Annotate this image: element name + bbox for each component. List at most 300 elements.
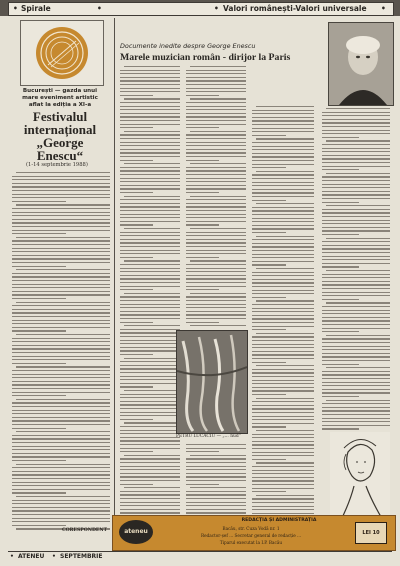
text-line bbox=[12, 489, 110, 490]
text-line bbox=[120, 210, 180, 211]
text-line bbox=[186, 322, 219, 323]
text-line bbox=[120, 304, 180, 305]
text-line bbox=[322, 155, 390, 156]
text-line bbox=[120, 368, 180, 369]
imprint-line-1: Bacău, str. Cuza Vodă nr. 1 bbox=[222, 526, 280, 531]
text-line bbox=[326, 108, 390, 109]
text-line bbox=[256, 203, 314, 204]
text-line bbox=[322, 414, 390, 415]
text-line bbox=[256, 171, 314, 172]
text-line bbox=[186, 80, 246, 81]
article-col-2 bbox=[186, 66, 246, 536]
text-line bbox=[120, 448, 180, 449]
artwork-icon bbox=[177, 331, 247, 433]
text-line bbox=[12, 280, 110, 281]
text-line bbox=[252, 196, 314, 197]
text-line bbox=[120, 476, 180, 477]
article-col-1 bbox=[120, 66, 180, 536]
text-line bbox=[190, 455, 246, 456]
text-line bbox=[322, 227, 390, 228]
text-line bbox=[120, 174, 180, 175]
text-line bbox=[120, 462, 180, 463]
sidebar-emblem-box bbox=[20, 20, 104, 86]
text-line bbox=[186, 156, 246, 157]
text-line bbox=[120, 484, 153, 485]
text-line bbox=[12, 359, 110, 360]
text-line bbox=[252, 221, 314, 222]
text-line bbox=[256, 398, 314, 399]
text-line bbox=[252, 178, 314, 179]
text-line bbox=[322, 346, 390, 347]
text-line bbox=[322, 176, 390, 177]
text-line bbox=[16, 269, 110, 270]
text-line bbox=[252, 160, 314, 161]
text-line bbox=[252, 369, 314, 370]
text-line bbox=[12, 395, 66, 396]
text-line bbox=[186, 275, 246, 276]
text-line bbox=[252, 272, 314, 273]
text-line bbox=[252, 394, 286, 395]
text-line bbox=[120, 239, 180, 240]
text-line bbox=[252, 466, 314, 467]
text-line bbox=[252, 214, 314, 215]
text-line bbox=[120, 156, 180, 157]
text-line bbox=[12, 226, 110, 227]
text-line bbox=[120, 451, 153, 452]
text-line bbox=[120, 134, 180, 135]
text-line bbox=[186, 210, 246, 211]
text-line bbox=[120, 379, 180, 380]
text-line bbox=[252, 434, 314, 435]
text-line bbox=[12, 525, 66, 526]
text-line bbox=[124, 358, 180, 359]
text-line bbox=[124, 487, 180, 488]
text-line bbox=[322, 328, 390, 329]
text-line bbox=[252, 200, 286, 201]
text-line bbox=[186, 188, 246, 189]
portrait-icon bbox=[329, 23, 393, 105]
text-line bbox=[186, 185, 246, 186]
text-line bbox=[322, 274, 390, 275]
text-line bbox=[252, 228, 314, 229]
text-line bbox=[12, 402, 110, 403]
text-line bbox=[12, 370, 110, 371]
text-line bbox=[12, 420, 110, 421]
text-line bbox=[12, 197, 110, 198]
text-line bbox=[252, 311, 314, 312]
text-line bbox=[120, 145, 180, 146]
text-line bbox=[186, 84, 246, 85]
text-line bbox=[186, 106, 246, 107]
text-line bbox=[12, 406, 110, 407]
text-line bbox=[322, 378, 390, 379]
text-line bbox=[190, 196, 246, 197]
text-line bbox=[120, 253, 180, 254]
text-line bbox=[322, 364, 359, 365]
sidebar-signature: CORESPONDENT bbox=[62, 528, 108, 533]
text-line bbox=[120, 365, 180, 366]
text-line bbox=[252, 275, 314, 276]
text-line bbox=[120, 289, 153, 290]
footer-date: SEPTEMBRIE bbox=[60, 553, 103, 560]
text-line bbox=[252, 390, 314, 391]
text-line bbox=[322, 119, 390, 120]
text-line bbox=[322, 396, 359, 397]
text-line bbox=[12, 381, 110, 382]
text-line bbox=[120, 116, 180, 117]
text-line bbox=[186, 502, 246, 503]
text-line bbox=[120, 120, 180, 121]
text-line bbox=[12, 291, 110, 292]
text-line bbox=[186, 282, 246, 283]
text-line bbox=[252, 376, 314, 377]
text-line bbox=[322, 324, 390, 325]
text-line bbox=[12, 442, 110, 443]
text-line bbox=[12, 474, 110, 475]
text-line bbox=[256, 106, 314, 107]
text-line bbox=[120, 347, 180, 348]
text-line bbox=[190, 293, 246, 294]
text-line bbox=[120, 466, 180, 467]
text-line bbox=[12, 348, 110, 349]
text-line bbox=[120, 440, 180, 441]
text-line bbox=[12, 208, 110, 209]
text-line bbox=[120, 185, 180, 186]
festival-title-line4: Enescu“ bbox=[36, 148, 84, 163]
text-line bbox=[120, 192, 153, 193]
text-line bbox=[120, 480, 180, 481]
text-line bbox=[252, 354, 314, 355]
text-line bbox=[252, 362, 286, 363]
price-stamp-text: LEI 10 bbox=[362, 530, 380, 536]
text-line bbox=[322, 288, 390, 289]
text-line bbox=[186, 250, 246, 251]
text-line bbox=[12, 510, 110, 511]
text-line bbox=[322, 198, 390, 199]
article-kicker: Documente inedite despre George Enescu bbox=[120, 42, 256, 50]
text-line bbox=[256, 462, 314, 463]
text-line bbox=[322, 371, 390, 372]
text-line bbox=[190, 163, 246, 164]
text-line bbox=[322, 374, 390, 375]
text-line bbox=[12, 330, 66, 331]
text-line bbox=[186, 466, 246, 467]
text-line bbox=[186, 476, 246, 477]
text-line bbox=[322, 126, 390, 127]
text-line bbox=[252, 124, 314, 125]
text-line bbox=[186, 235, 246, 236]
text-line bbox=[120, 394, 180, 395]
text-line bbox=[120, 80, 180, 81]
text-line bbox=[322, 266, 359, 267]
text-line bbox=[322, 212, 390, 213]
text-line bbox=[326, 270, 390, 271]
text-line bbox=[120, 469, 180, 470]
text-line bbox=[120, 329, 180, 330]
text-line bbox=[322, 317, 390, 318]
text-line bbox=[252, 210, 314, 211]
text-line bbox=[186, 278, 246, 279]
text-line bbox=[322, 158, 390, 159]
text-line bbox=[124, 131, 180, 132]
text-line bbox=[12, 478, 110, 479]
text-line bbox=[12, 255, 110, 256]
text-line bbox=[12, 276, 110, 277]
text-line bbox=[120, 311, 180, 312]
text-line bbox=[124, 390, 180, 391]
text-line bbox=[252, 358, 314, 359]
text-line bbox=[252, 423, 314, 424]
text-line bbox=[16, 334, 110, 335]
sketch-portrait-icon bbox=[330, 432, 390, 524]
text-line bbox=[124, 422, 180, 423]
text-line bbox=[120, 77, 180, 78]
text-line bbox=[12, 186, 110, 187]
text-line bbox=[12, 316, 110, 317]
text-line bbox=[120, 250, 180, 251]
text-line bbox=[322, 241, 390, 242]
text-line bbox=[124, 228, 180, 229]
text-line bbox=[120, 246, 180, 247]
text-line bbox=[120, 415, 180, 416]
text-line bbox=[252, 149, 314, 150]
text-line bbox=[12, 388, 110, 389]
text-line bbox=[252, 419, 314, 420]
text-line bbox=[120, 268, 180, 269]
text-line bbox=[186, 95, 219, 96]
text-line bbox=[256, 430, 314, 431]
text-line bbox=[120, 286, 180, 287]
text-line bbox=[252, 502, 314, 503]
sketch-drawing bbox=[330, 432, 390, 524]
text-line bbox=[322, 410, 390, 411]
text-line bbox=[252, 110, 314, 111]
text-line bbox=[120, 167, 180, 168]
text-line bbox=[186, 296, 246, 297]
text-line bbox=[120, 142, 180, 143]
text-line bbox=[186, 304, 246, 305]
header-inner bbox=[8, 2, 394, 16]
text-line bbox=[120, 430, 180, 431]
text-line bbox=[120, 433, 180, 434]
text-line bbox=[120, 437, 180, 438]
text-line bbox=[12, 240, 110, 241]
text-line bbox=[252, 120, 314, 121]
text-line bbox=[12, 384, 110, 385]
text-line bbox=[252, 131, 314, 132]
text-line bbox=[120, 296, 180, 297]
text-line bbox=[186, 271, 246, 272]
text-line bbox=[12, 320, 110, 321]
sidebar-promo: București — gazda unui mare eveniment artistic aflat la ediția a XI-a bbox=[22, 88, 98, 108]
text-line bbox=[322, 338, 390, 339]
text-line bbox=[124, 196, 180, 197]
text-line bbox=[120, 361, 180, 362]
text-line bbox=[186, 444, 246, 445]
text-line bbox=[120, 232, 180, 233]
text-line bbox=[12, 312, 110, 313]
text-line bbox=[186, 253, 246, 254]
text-line bbox=[120, 199, 180, 200]
text-line bbox=[120, 127, 153, 128]
text-line bbox=[12, 233, 66, 234]
header-left-bullet: • bbox=[13, 4, 18, 13]
text-line bbox=[120, 102, 180, 103]
text-line bbox=[252, 225, 314, 226]
text-line bbox=[186, 239, 246, 240]
text-line bbox=[12, 262, 110, 263]
text-line bbox=[322, 356, 390, 357]
text-line bbox=[120, 494, 180, 495]
text-line bbox=[252, 185, 314, 186]
text-line bbox=[120, 336, 180, 337]
text-line bbox=[120, 170, 180, 171]
text-line bbox=[12, 377, 110, 378]
text-line bbox=[186, 286, 246, 287]
text-line bbox=[120, 372, 180, 373]
text-line bbox=[256, 138, 314, 139]
text-line bbox=[322, 277, 390, 278]
text-line bbox=[186, 451, 219, 452]
text-line bbox=[12, 194, 110, 195]
text-line bbox=[186, 462, 246, 463]
text-line bbox=[12, 212, 110, 213]
text-line bbox=[12, 183, 110, 184]
text-line bbox=[12, 327, 110, 328]
text-line bbox=[12, 244, 110, 245]
text-line bbox=[12, 449, 110, 450]
text-line bbox=[186, 257, 219, 258]
footer-bullet-2: • bbox=[52, 553, 56, 560]
text-line bbox=[12, 428, 66, 429]
text-line bbox=[186, 289, 219, 290]
text-line bbox=[252, 207, 314, 208]
text-line bbox=[252, 142, 314, 143]
text-line bbox=[186, 113, 246, 114]
text-line bbox=[252, 164, 314, 165]
text-line bbox=[326, 140, 390, 141]
text-line bbox=[12, 453, 110, 454]
text-line bbox=[12, 273, 110, 274]
text-line bbox=[252, 405, 314, 406]
text-line bbox=[186, 206, 246, 207]
text-line bbox=[12, 500, 110, 501]
text-line bbox=[186, 221, 246, 222]
text-line bbox=[252, 279, 314, 280]
text-line bbox=[252, 257, 314, 258]
text-line bbox=[322, 360, 390, 361]
text-line bbox=[252, 146, 314, 147]
text-line bbox=[186, 70, 246, 71]
text-line bbox=[12, 503, 110, 504]
text-line bbox=[252, 509, 314, 510]
text-line bbox=[120, 221, 180, 222]
text-line bbox=[12, 482, 110, 483]
text-line bbox=[252, 444, 314, 445]
festival-title-line2: internațional bbox=[23, 122, 97, 137]
text-line bbox=[120, 88, 180, 89]
text-line bbox=[12, 215, 110, 216]
festival-title-line3: „George bbox=[36, 135, 84, 150]
text-line bbox=[252, 426, 286, 427]
text-line bbox=[12, 309, 110, 310]
text-line bbox=[252, 477, 314, 478]
text-line bbox=[12, 190, 110, 191]
text-line bbox=[252, 322, 314, 323]
text-line bbox=[16, 496, 110, 497]
text-line bbox=[322, 389, 390, 390]
text-line bbox=[252, 113, 314, 114]
text-line bbox=[322, 209, 390, 210]
text-line bbox=[124, 293, 180, 294]
text-line bbox=[252, 315, 314, 316]
text-line bbox=[252, 448, 314, 449]
text-line bbox=[186, 505, 246, 506]
text-line bbox=[322, 342, 390, 343]
text-line bbox=[256, 300, 314, 301]
text-line bbox=[12, 201, 66, 202]
text-line bbox=[186, 448, 246, 449]
text-line bbox=[322, 385, 390, 386]
sidebar-body-text bbox=[12, 172, 110, 532]
text-line bbox=[120, 307, 180, 308]
text-line bbox=[120, 235, 180, 236]
imprint-line-2: Redactor-șef ... Secretar general de redacție ... bbox=[200, 533, 302, 538]
publisher-heading: REDACȚIA ȘI ADMINISTRAȚIA bbox=[241, 518, 317, 523]
text-line bbox=[252, 480, 314, 481]
text-line bbox=[252, 189, 314, 190]
text-line bbox=[12, 521, 110, 522]
text-line bbox=[252, 156, 314, 157]
text-line bbox=[16, 366, 110, 367]
article-col-3 bbox=[252, 106, 314, 536]
text-line bbox=[252, 380, 314, 381]
text-line bbox=[12, 266, 66, 267]
text-line bbox=[120, 458, 180, 459]
text-line bbox=[120, 91, 180, 92]
text-line bbox=[124, 98, 180, 99]
text-line bbox=[252, 498, 314, 499]
text-line bbox=[120, 343, 180, 344]
text-line bbox=[252, 264, 286, 265]
text-line bbox=[256, 236, 314, 237]
text-line bbox=[186, 199, 246, 200]
text-line bbox=[322, 407, 390, 408]
text-line bbox=[252, 167, 286, 168]
text-line bbox=[120, 73, 180, 74]
text-line bbox=[12, 374, 110, 375]
text-line bbox=[186, 469, 246, 470]
text-line bbox=[186, 232, 246, 233]
text-line bbox=[322, 144, 390, 145]
text-line bbox=[120, 383, 180, 384]
text-line bbox=[186, 88, 246, 89]
text-line bbox=[322, 122, 390, 123]
imprint-line-3: Tiparul executat la I.P. Bacău bbox=[219, 540, 283, 545]
text-line bbox=[252, 401, 314, 402]
text-line bbox=[120, 113, 180, 114]
text-line bbox=[322, 299, 359, 300]
text-line bbox=[190, 325, 246, 326]
text-line bbox=[322, 202, 359, 203]
text-line bbox=[186, 224, 219, 225]
price-stamp bbox=[355, 522, 387, 544]
text-line bbox=[120, 386, 153, 387]
text-line bbox=[252, 484, 314, 485]
text-line bbox=[252, 304, 314, 305]
text-line bbox=[12, 471, 110, 472]
text-line bbox=[12, 363, 66, 364]
